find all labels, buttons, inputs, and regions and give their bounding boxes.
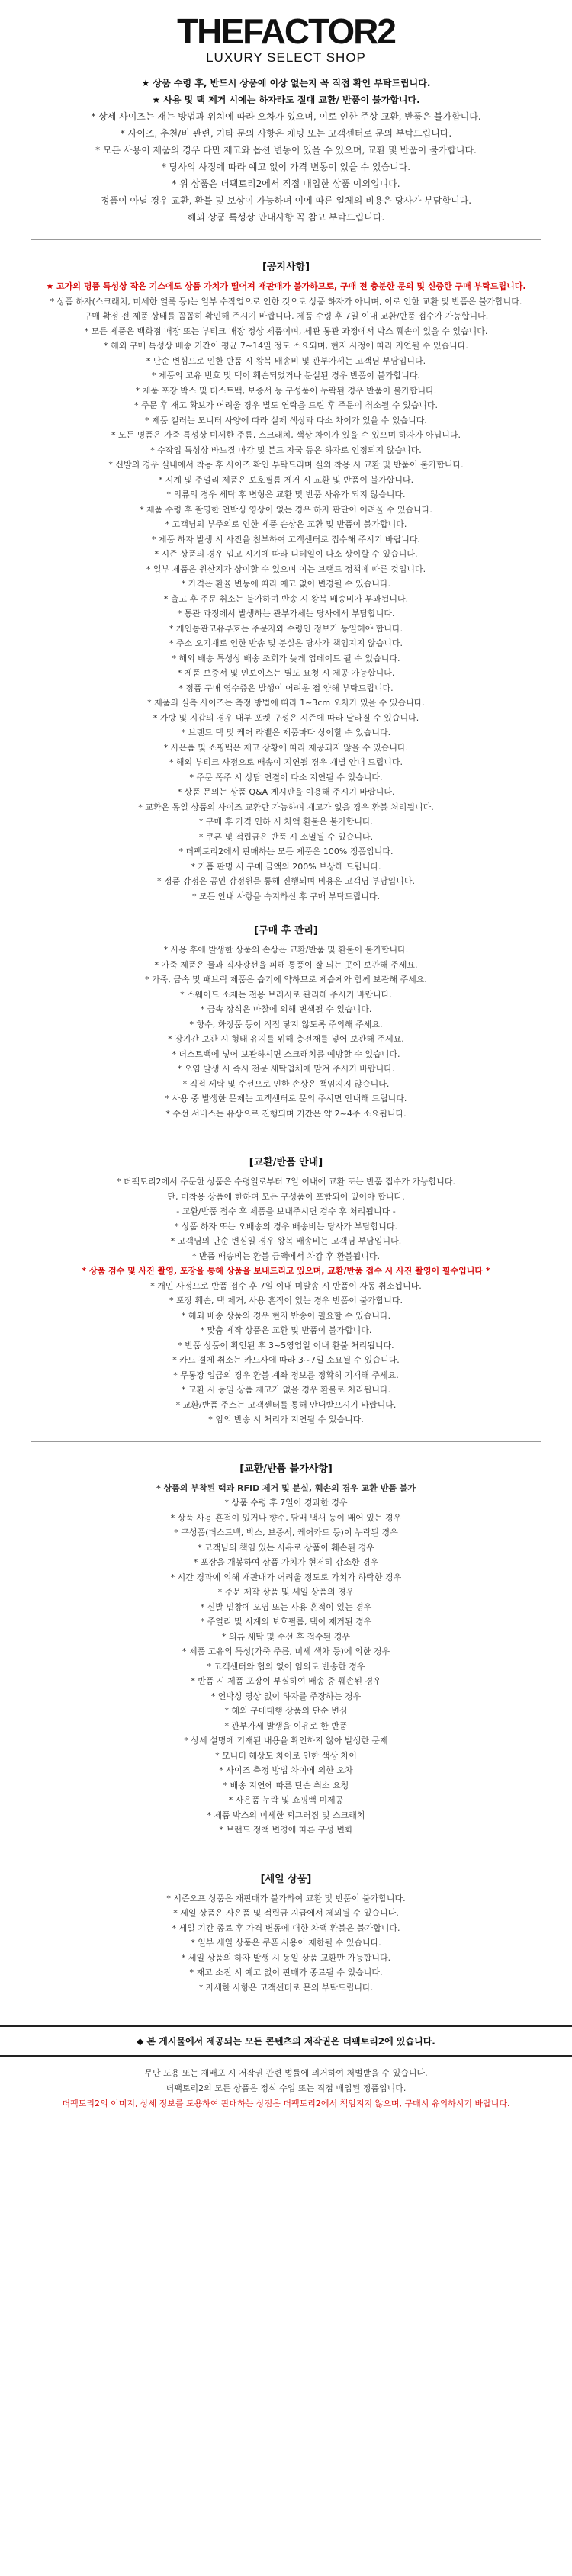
intro-line: 해외 상품 특성상 안내사항 꼭 참고 부탁드립니다. <box>187 212 385 223</box>
impossible-line: * 상품의 부착된 택과 RFID 제거 및 분실, 훼손의 경우 교환 반품 불가 <box>156 1482 416 1493</box>
notice-line: * 사은품 및 쇼핑백은 재고 상황에 따라 제공되지 않을 수 있습니다. <box>163 742 409 753</box>
intro-line: * 당사의 사정에 따라 예고 없이 가격 변동이 있을 수 있습니다. <box>161 162 411 172</box>
impossible-line: * 의류 세탁 및 수선 후 접수된 경우 <box>221 1631 351 1642</box>
impossible-line: * 브랜드 정책 변경에 따른 구성 변화 <box>219 1825 353 1835</box>
notice-line: * 해외 배송 특성상 배송 조회가 늦게 업데이트 될 수 있습니다. <box>172 653 400 663</box>
intro-line: * 상세 사이즈는 재는 방법과 위치에 따라 오차가 있으며, 이로 인한 주상 교환, 반품은 불가합니다. <box>91 111 481 122</box>
impossible-line: * 신발 밑창에 오염 또는 사용 흔적이 있는 경우 <box>200 1601 372 1612</box>
notice-line: * 정품 구매 영수증은 발행이 어려운 점 양해 부탁드립니다. <box>178 683 394 693</box>
intro-line: ★ 사용 및 택 제거 시에는 하자라도 절대 교환/ 반품이 불가합니다. <box>152 95 420 105</box>
notice-line: * 상품 하자(스크래치, 미세한 얼룩 등)는 일부 수작업으로 인한 것으로 상품 하자가 아니며, 이로 인한 교환 및 반품은 불가합니다. <box>50 296 522 307</box>
exchange-line: 단, 미착용 상품에 한하며 모든 구성품이 포함되어 있어야 합니다. <box>167 1191 405 1202</box>
exchange-line: * 고객님의 단순 변심일 경우 왕복 배송비는 고객님 부담입니다. <box>170 1236 402 1246</box>
impossible-line: * 고객님의 책임 있는 사유로 상품이 훼손된 경우 <box>198 1542 374 1553</box>
impossible-title: [교환/반품 불가사항] <box>239 1463 333 1475</box>
impossible-line: * 상세 설명에 기재된 내용을 확인하지 않아 발생한 문제 <box>184 1736 388 1746</box>
exchange-section <box>0 1174 572 1264</box>
divider <box>31 239 541 240</box>
care-section <box>0 943 572 1121</box>
impossible-line: * 구성품(더스트백, 박스, 보증서, 케어카드 등)이 누락된 경우 <box>174 1527 398 1537</box>
sale-line: * 세일 상품은 사은품 및 적립금 지급에서 제외될 수 있습니다. <box>173 1908 399 1918</box>
footer-line: 무단 도용 또는 재배포 시 저작권 관련 법률에 의거하여 처벌받을 수 있습니다. <box>144 2068 428 2078</box>
care-line: * 가죽 제품은 물과 직사광선을 피해 통풍이 잘 되는 곳에 보관해 주세요. <box>154 959 418 970</box>
notice-line: ★ 고가의 명품 특성상 작은 기스에도 상품 가치가 떨어져 재판매가 불가하므로, 구매 전 충분한 문의 및 신중한 구매 부탁드립니다. <box>46 281 526 291</box>
notice-line: * 신발의 경우 실내에서 착용 후 사이즈 확인 부탁드리며 실외 착용 시 교환 및 반품이 불가합니다. <box>108 460 464 470</box>
impossible-section <box>0 1481 572 1838</box>
notice-line: * 주소 오기재로 인한 반송 및 분실은 당사가 책임지지 않습니다. <box>169 638 403 648</box>
notice-line: 구매 확정 전 제품 상태를 꼼꼼히 확인해 주시기 바랍니다. 제품 수령 후 7일 이내 교환/반품 접수가 가능합니다. <box>83 311 489 321</box>
notice-line: * 제품의 실측 사이즈는 측정 방법에 따라 1~3cm 오차가 있을 수 있습니다. <box>147 698 425 708</box>
notice-line: * 고객님의 부주의로 인한 제품 손상은 교환 및 반품이 불가합니다. <box>165 519 407 529</box>
notice-line: * 시계 및 주얼리 제품은 보호필름 제거 시 교환 및 반품이 불가합니다. <box>158 474 414 485</box>
care-line: * 향수, 화장품 등이 직접 닿지 않도록 주의해 주세요. <box>189 1019 383 1029</box>
brand-header <box>0 0 572 66</box>
notice-line: * 제품의 고유 번호 및 택이 훼손되었거나 분실된 경우 반품이 불가합니다. <box>151 371 421 381</box>
sale-line: * 재고 소진 시 예고 없이 판매가 종료될 수 있습니다. <box>189 1967 383 1977</box>
notice-line: * 통관 과정에서 발생하는 관부가세는 당사에서 부담합니다. <box>177 609 395 618</box>
exchange-sub-line: * 해외 배송 상품의 경우 현지 반송이 필요할 수 있습니다. <box>181 1310 391 1321</box>
impossible-line: * 주문 제작 상품 및 세일 상품의 경우 <box>217 1587 355 1597</box>
footer-warning: 더팩토리2의 이미지, 상세 정보를 도용하여 판매하는 상점은 더팩토리2에서 책임지지 않으며, 구매시 유의하시기 바랍니다. <box>62 2099 510 2109</box>
notice-line: * 가방 및 지갑의 경우 내부 포켓 구성은 시즌에 따라 달라질 수 있습니다. <box>153 712 419 723</box>
sale-line: * 자세한 사항은 고객센터로 문의 부탁드립니다. <box>198 1982 374 1993</box>
notice-section <box>0 279 572 904</box>
care-line: * 스웨이드 소재는 전용 브러시로 관리해 주시기 바랍니다. <box>180 989 392 1000</box>
brand-logo: THEFACTOR2 <box>177 11 395 51</box>
exchange-title: [교환/반품 안내] <box>249 1157 323 1168</box>
impossible-line: * 고객센터와 협의 없이 임의로 반송한 경우 <box>207 1661 365 1672</box>
exchange-sub-line: * 포장 훼손, 택 제거, 사용 흔적이 있는 경우 반품이 불가합니다. <box>169 1296 403 1306</box>
impossible-line: * 시간 경과에 의해 재판매가 어려울 정도로 가치가 하락한 경우 <box>170 1572 402 1582</box>
notice-title: [공지사항] <box>262 262 310 273</box>
exchange-warning-wrap <box>0 1264 572 1279</box>
exchange-sub-section <box>0 1279 572 1428</box>
notice-line: * 단순 변심으로 인한 반품 시 왕복 배송비 및 관부가세는 고객님 부담입니다. <box>146 355 426 366</box>
notice-line: * 구매 후 가격 인하 시 차액 환불은 불가합니다. <box>198 817 374 827</box>
notice-line: * 일부 제품은 원산지가 상이할 수 있으며 이는 브랜드 정책에 따른 것입니다. <box>146 564 426 574</box>
exchange-line: * 상품 하자 또는 오배송의 경우 배송비는 당사가 부담합니다. <box>175 1221 397 1232</box>
impossible-line: * 반품 시 제품 포장이 부실하여 배송 중 훼손된 경우 <box>191 1676 381 1686</box>
intro-line: 정품이 아닐 경우 교환, 환불 및 보상이 가능하며 이에 따른 일체의 비용은 당사가 부담합니다. <box>100 195 472 206</box>
care-title: [구매 후 관리] <box>254 925 318 936</box>
intro-line: ★ 상품 수령 후, 반드시 상품에 이상 없는지 꼭 직접 확인 부탁드립니다. <box>141 78 431 88</box>
notice-line: * 제품 컬러는 모니터 사양에 따라 실제 색상과 다소 차이가 있을 수 있습니다. <box>145 415 427 426</box>
care-line: * 오염 발생 시 즉시 전문 세탁업체에 맡겨 주시기 바랍니다. <box>177 1064 395 1074</box>
sale-line: * 시즌오프 상품은 재판매가 불가하여 교환 및 반품이 불가합니다. <box>166 1893 406 1903</box>
exchange-line: * 반품 배송비는 환불 금액에서 차감 후 환불됩니다. <box>192 1251 380 1261</box>
sale-line: * 세일 기간 종료 후 가격 변동에 대한 차액 환불은 불가합니다. <box>172 1922 400 1933</box>
notice-line: * 해외 부티크 사정으로 배송이 지연될 경우 개별 안내 드립니다. <box>169 757 403 767</box>
notice-line: * 모든 제품은 백화점 매장 또는 부티크 매장 정상 제품이며, 세관 통관 과정에서 박스 훼손이 있을 수 있습니다. <box>84 326 488 336</box>
intro-notice <box>0 75 572 226</box>
notice-line: * 제품 포장 박스 및 더스트백, 보증서 등 구성품이 누락된 경우 반품이 불가합니다. <box>135 385 437 396</box>
impossible-line: * 제품 박스의 미세한 찌그러짐 및 스크래치 <box>207 1810 365 1820</box>
copyright-bar: ◆ 본 게시물에서 제공되는 모든 콘텐츠의 저작권은 더팩토리2에 있습니다. <box>0 2025 572 2057</box>
care-line: * 가죽, 금속 및 패브릭 제품은 습기에 약하므로 제습제와 함께 보관해 주세요. <box>145 975 427 984</box>
notice-line: * 브랜드 택 및 케어 라벨은 제품마다 상이할 수 있습니다. <box>181 728 391 737</box>
notice-line: * 시즌 상품의 경우 입고 시기에 따라 디테일이 다소 상이할 수 있습니다. <box>154 549 418 559</box>
impossible-line: * 사은품 누락 및 쇼핑백 미제공 <box>228 1795 344 1805</box>
impossible-line: * 상품 수령 후 7일이 경과한 경우 <box>224 1498 348 1508</box>
divider <box>31 1441 541 1442</box>
impossible-line: * 상품 사용 흔적이 있거나 향수, 담배 냄새 등이 배어 있는 경우 <box>170 1512 402 1523</box>
impossible-line: * 언박싱 영상 없이 하자를 주장하는 경우 <box>210 1691 362 1701</box>
care-line: * 더스트백에 넣어 보관하시면 스크래치를 예방할 수 있습니다. <box>172 1049 400 1059</box>
notice-line: * 더팩토리2에서 판매하는 모든 제품은 100% 정품입니다. <box>178 846 394 856</box>
care-line: * 사용 중 발생한 문제는 고객센터로 문의 주시면 안내해 드립니다. <box>165 1094 407 1103</box>
sale-section <box>0 1891 572 1996</box>
notice-line: * 상품 문의는 상품 Q&A 게시판을 이용해 주시기 바랍니다. <box>177 787 395 797</box>
care-line: * 직접 세탁 및 수선으로 인한 손상은 책임지지 않습니다. <box>182 1078 390 1089</box>
notice-line: * 모든 명품은 가죽 특성상 미세한 주름, 스크래치, 색상 차이가 있을 수 있으며 하자가 아닙니다. <box>111 430 461 440</box>
exchange-sub-line: * 맞춤 제작 상품은 교환 및 반품이 불가합니다. <box>200 1325 372 1335</box>
exchange-sub-line: * 임의 반송 시 처리가 지연될 수 있습니다. <box>208 1415 364 1425</box>
notice-line: * 출고 후 주문 취소는 불가하며 반송 시 왕복 배송비가 부과됩니다. <box>163 593 409 604</box>
notice-line: * 주문 폭주 시 상담 연결이 다소 지연될 수 있습니다. <box>189 772 383 782</box>
sale-line: * 일부 세일 상품은 쿠폰 사용이 제한될 수 있습니다. <box>191 1938 381 1948</box>
exchange-sub-line: * 교환/반품 주소는 고객센터를 통해 안내받으시기 바랍니다. <box>175 1399 397 1410</box>
impossible-line: * 모니터 해상도 차이로 인한 색상 차이 <box>215 1750 357 1761</box>
notice-line: * 제품 보증서 및 인보이스는 별도 요청 시 제공 가능합니다. <box>177 668 395 678</box>
notice-line: * 가품 판명 시 구매 금액의 200% 보상해 드립니다. <box>191 861 381 872</box>
impossible-line: * 포장을 개봉하여 상품 가치가 현저히 감소한 경우 <box>193 1557 379 1567</box>
care-line: * 수선 서비스는 유상으로 진행되며 기간은 약 2~4주 소요됩니다. <box>165 1108 407 1119</box>
impossible-line: * 관부가세 발생을 이유로 한 반품 <box>224 1720 348 1731</box>
exchange-line: * 더팩토리2에서 주문한 상품은 수령일로부터 7일 이내에 교환 또는 반품 접수가 가능합니다. <box>117 1177 455 1187</box>
exchange-sub-line: * 개인 사정으로 반품 접수 후 7일 이내 미발송 시 반품이 자동 취소됩니다. <box>150 1280 422 1291</box>
impossible-line: * 배송 지연에 따른 단순 취소 요청 <box>223 1780 349 1791</box>
sale-title: [세일 상품] <box>260 1873 312 1885</box>
exchange-line: - 교환/반품 접수 후 제품을 보내주시면 검수 후 처리됩니다 - <box>176 1206 396 1216</box>
footer-line: 더팩토리2의 모든 상품은 정식 수입 또는 직접 매입된 정품입니다. <box>165 2083 407 2093</box>
notice-line: * 제품 하자 발생 시 사진을 첨부하여 고객센터로 접수해 주시기 바랍니다. <box>151 534 421 544</box>
notice-line: * 교환은 동일 상품의 사이즈 교환만 가능하며 재고가 없을 경우 환불 처리됩니다. <box>138 801 434 812</box>
care-line: * 사용 후에 발생한 상품의 손상은 교환/반품 및 환불이 불가합니다. <box>163 945 409 955</box>
care-line: * 장기간 보관 시 형태 유지를 위해 충전재를 넣어 보관해 주세요. <box>168 1034 404 1044</box>
notice-line: * 해외 구매 특성상 배송 기간이 평균 7~14일 정도 소요되며, 현지 사정에 따라 지연될 수 있습니다. <box>104 341 468 351</box>
notice-line: * 수작업 특성상 바느질 마감 및 본드 자국 등은 하자로 인정되지 않습니다. <box>150 445 422 455</box>
brand-tagline: LUXURY SELECT SHOP <box>206 50 366 65</box>
notice-line: * 주문 후 재고 확보가 어려울 경우 별도 연락을 드린 후 주문이 취소될 수 있습니다. <box>134 400 438 410</box>
notice-line: * 제품 수령 후 촬영한 언박싱 영상이 없는 경우 하자 판단이 어려울 수 있습니다. <box>140 504 432 515</box>
exchange-sub-line: * 반품 상품이 확인된 후 3~5영업일 이내 환불 처리됩니다. <box>178 1340 394 1351</box>
impossible-line: * 제품 고유의 특성(가죽 주름, 미세 색차 등)에 의한 경우 <box>182 1646 390 1656</box>
exchange-sub-line: * 무통장 입금의 경우 환불 계좌 정보를 정확히 기재해 주세요. <box>173 1370 399 1380</box>
sale-line: * 세일 상품의 하자 발생 시 동일 상품 교환만 가능합니다. <box>181 1952 391 1963</box>
notice-line: * 가격은 환율 변동에 따라 예고 없이 변경될 수 있습니다. <box>181 579 391 589</box>
footer-text <box>0 2066 572 2112</box>
notice-line: * 개인통관고유부호는 주문자와 수령인 정보가 동일해야 합니다. <box>169 623 403 634</box>
intro-line: * 모든 사용이 제품의 경우 다만 재고와 옵션 변동이 있을 수 있으며, 교환 및 반품이 불가합니다. <box>95 145 477 156</box>
notice-line: * 의류의 경우 세탁 후 변형은 교환 및 반품 사유가 되지 않습니다. <box>166 490 406 499</box>
notice-line: * 쿠폰 및 적립금은 반품 시 소멸될 수 있습니다. <box>198 831 374 842</box>
exchange-warning: * 상품 검수 및 사진 촬영, 포장을 통해 상품을 보내드리고 있으며, 교환/반품 접수 시 사진 촬영이 필수입니다 * <box>82 1266 490 1276</box>
impossible-line: * 사이즈 측정 방법 차이에 의한 오차 <box>219 1765 353 1775</box>
impossible-line: * 주얼리 및 시계의 보호필름, 택이 제거된 경우 <box>200 1617 372 1627</box>
exchange-sub-line: * 카드 결제 취소는 카드사에 따라 3~7일 소요될 수 있습니다. <box>172 1355 400 1365</box>
intro-line: * 사이즈, 추천/비 관련, 기타 문의 사항은 채팅 또는 고객센터로 문의 부탁드립니다. <box>120 128 452 139</box>
impossible-line: * 해외 구매대행 상품의 단순 변심 <box>224 1706 348 1716</box>
notice-line: * 모든 안내 사항을 숙지하신 후 구매 부탁드립니다. <box>192 891 380 901</box>
intro-line: * 위 상품은 더팩토리2에서 직접 매입한 상품 이외입니다. <box>172 178 400 189</box>
care-line: * 금속 장식은 마찰에 의해 변색될 수 있습니다. <box>200 1004 372 1014</box>
notice-line: * 정품 감정은 공인 감정원을 통해 진행되며 비용은 고객님 부담입니다. <box>157 876 415 886</box>
exchange-sub-line: * 교환 시 동일 상품 재고가 없을 경우 환불로 처리됩니다. <box>181 1385 391 1395</box>
